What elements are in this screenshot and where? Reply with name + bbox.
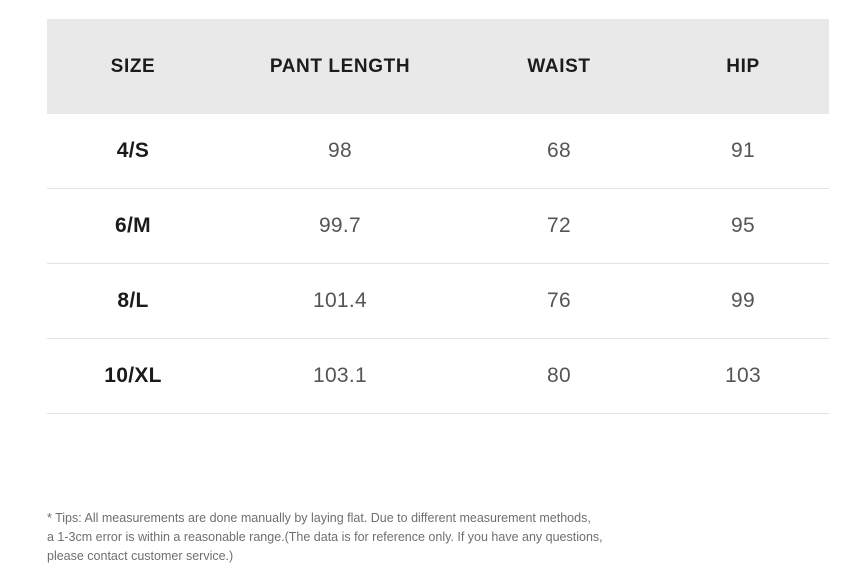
cell-hip: 99 [657,264,829,339]
measurement-tips [47,509,747,566]
table-row [47,339,829,414]
size-chart-table [47,19,829,414]
tips-line-2: a 1-3cm error is within a reasonable range.(The data is for reference only. If you have any questions, [47,530,603,544]
column-header-pant-length: PANT LENGTH [269,55,411,77]
cell-waist: 72 [461,189,657,264]
table-row [47,264,829,339]
cell-size: 6/M [47,189,219,264]
cell-waist: 80 [461,339,657,414]
table-header-row [47,19,829,114]
cell-size: 10/XL [47,339,219,414]
cell-pant-length: 99.7 [219,189,461,264]
table-row [47,189,829,264]
table-header [47,19,829,114]
cell-size: 4/S [47,114,219,189]
cell-hip: 95 [657,189,829,264]
tips-line-3: please contact customer service.) [47,549,234,563]
tips-line-1: * Tips: All measurements are done manually by laying flat. Due to different measurement methods, [47,511,591,525]
cell-pant-length: 98 [219,114,461,189]
cell-size: 8/L [47,264,219,339]
cell-waist: 68 [461,114,657,189]
cell-pant-length: 103.1 [219,339,461,414]
column-header-hip: HIP [726,55,760,77]
column-header-waist: WAIST [527,55,591,77]
cell-waist: 76 [461,264,657,339]
cell-hip: 103 [657,339,829,414]
cell-hip: 91 [657,114,829,189]
cell-pant-length: 101.4 [219,264,461,339]
table-body [47,114,829,414]
table-row [47,114,829,189]
column-header-size: SIZE [110,55,156,77]
